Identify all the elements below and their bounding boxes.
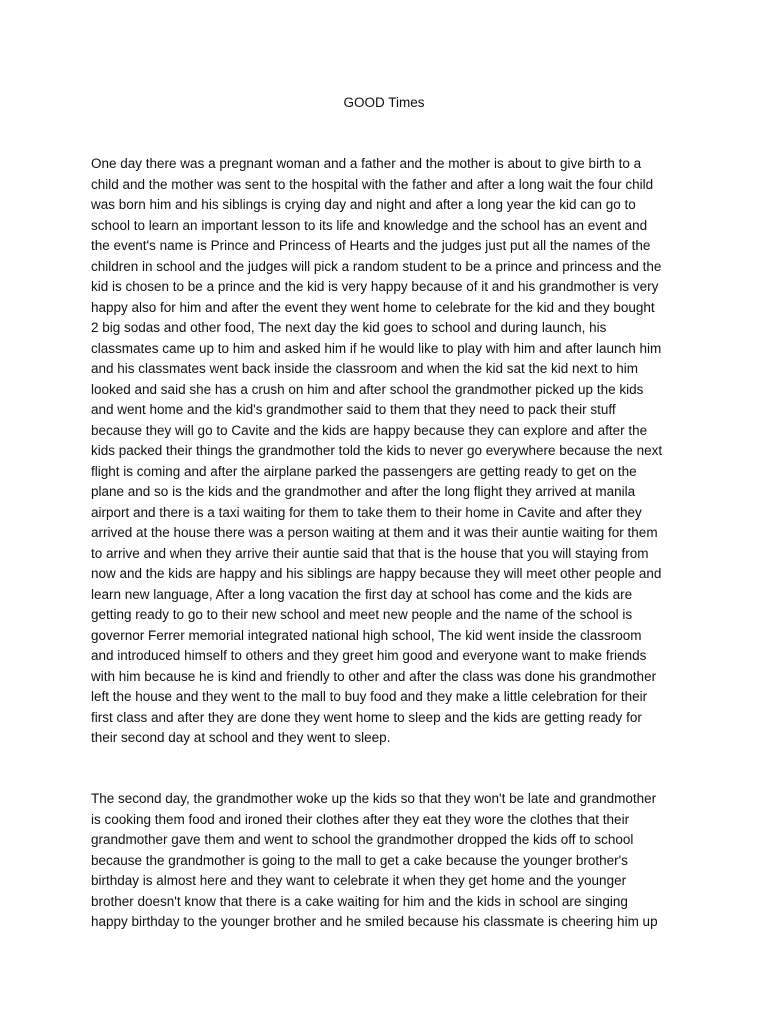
text-line: and introduced himself to others and they greet him good and everyone want to make friends <box>91 648 647 663</box>
text-line: getting ready to go to their new school and meet new people and the name of the school is <box>91 607 633 622</box>
text-line: is cooking them food and ironed their clothes after they eat they wore the clothes that their <box>91 811 630 827</box>
text-line: kids packed their things the grandmother told the kids to never go everywhere because the next <box>91 443 663 458</box>
document-title: GOOD Times <box>343 95 425 110</box>
text-line: One day there was a pregnant woman and a father and the mother is about to give birth to a <box>91 156 642 171</box>
text-line: child and the mother was sent to the hospital with the father and after a long wait the four child <box>91 176 654 192</box>
text-line: brother doesn't know that there is a cake waiting for him and the kids in school are singing <box>91 893 628 909</box>
text-line: The second day, the grandmother woke up the kids so that they won't be late and grandmother <box>91 791 657 806</box>
text-line: and his classmates went back inside the classroom and when the kid sat the kid next to him <box>91 361 639 376</box>
text-line: happy birthday to the younger brother and he smiled because his classmate is cheering him up <box>91 914 658 929</box>
text-line: grandmother gave them and went to school the grandmother dropped the kids off to school <box>91 832 634 847</box>
text-line: because they will go to Cavite and the kids are happy because they can explore and after the <box>91 422 648 438</box>
text-line: airport and there is a taxi waiting for them to take them to their home in Cavite and after they <box>91 504 642 520</box>
paragraph-2 <box>91 789 691 933</box>
text-line: with him because he is kind and friendly to other and after the class was done his grandmother <box>91 668 657 684</box>
text-line: and went home and the kid's grandmother said to them that they need to pack their stuff <box>91 402 616 417</box>
text-line: governor Ferrer memorial integrated national high school, The kid went inside the classroom <box>91 627 642 643</box>
text-line: children in school and the judges will pick a random student to be a prince and princess and the <box>91 258 662 274</box>
text-line: kid is chosen to be a prince and the kid is very happy because of it and his grandmother is very <box>91 279 659 294</box>
text-line: 2 big sodas and other food, The next day the kid goes to school and during launch, his <box>91 320 607 335</box>
text-line: the event's name is Prince and Princess of Hearts and the judges just put all the names of the <box>91 238 651 253</box>
text-line: because the grandmother is going to the mall to get a cake because the younger brother's <box>91 852 628 868</box>
text-line: flight is coming and after the airplane parked the passengers are getting ready to get on the <box>91 463 637 479</box>
text-line: was born him and his siblings is crying day and night and after a long year the kid can go to <box>91 197 636 212</box>
text-line: birthday is almost here and they want to celebrate it when they get home and the younger <box>91 873 627 888</box>
text-line: school to learn an important lesson to its life and knowledge and the school has an event and <box>91 217 648 233</box>
text-line: first class and after they are done they went home to sleep and the kids are getting ready for <box>91 709 642 725</box>
text-line: their second day at school and they went to sleep. <box>91 730 391 745</box>
text-line: arrived at the house there was a person waiting at them and it was their auntie waiting for them <box>91 525 658 540</box>
text-line: classmates came up to him and asked him if he would like to play with him and after launch him <box>91 340 662 356</box>
text-line: now and the kids are happy and his siblings are happy because they will meet other people and <box>91 566 662 581</box>
text-line: left the house and they went to the mall to buy food and they make a little celebration for their <box>91 689 648 704</box>
text-line: to arrive and when they arrive their auntie said that that is the house that you will staying from <box>91 545 649 561</box>
text-line: plane and so is the kids and the grandmother and after the long flight they arrived at manila <box>91 484 636 499</box>
text-line: happy also for him and after the event they went home to celebrate for the kid and they bought <box>91 299 655 315</box>
text-line: looked and said she has a crush on him and after school the grandmother picked up the kids <box>91 381 644 397</box>
text-line: learn new language, After a long vacation the first day at school has come and the kids are <box>91 586 633 602</box>
paragraph-1 <box>91 154 691 749</box>
